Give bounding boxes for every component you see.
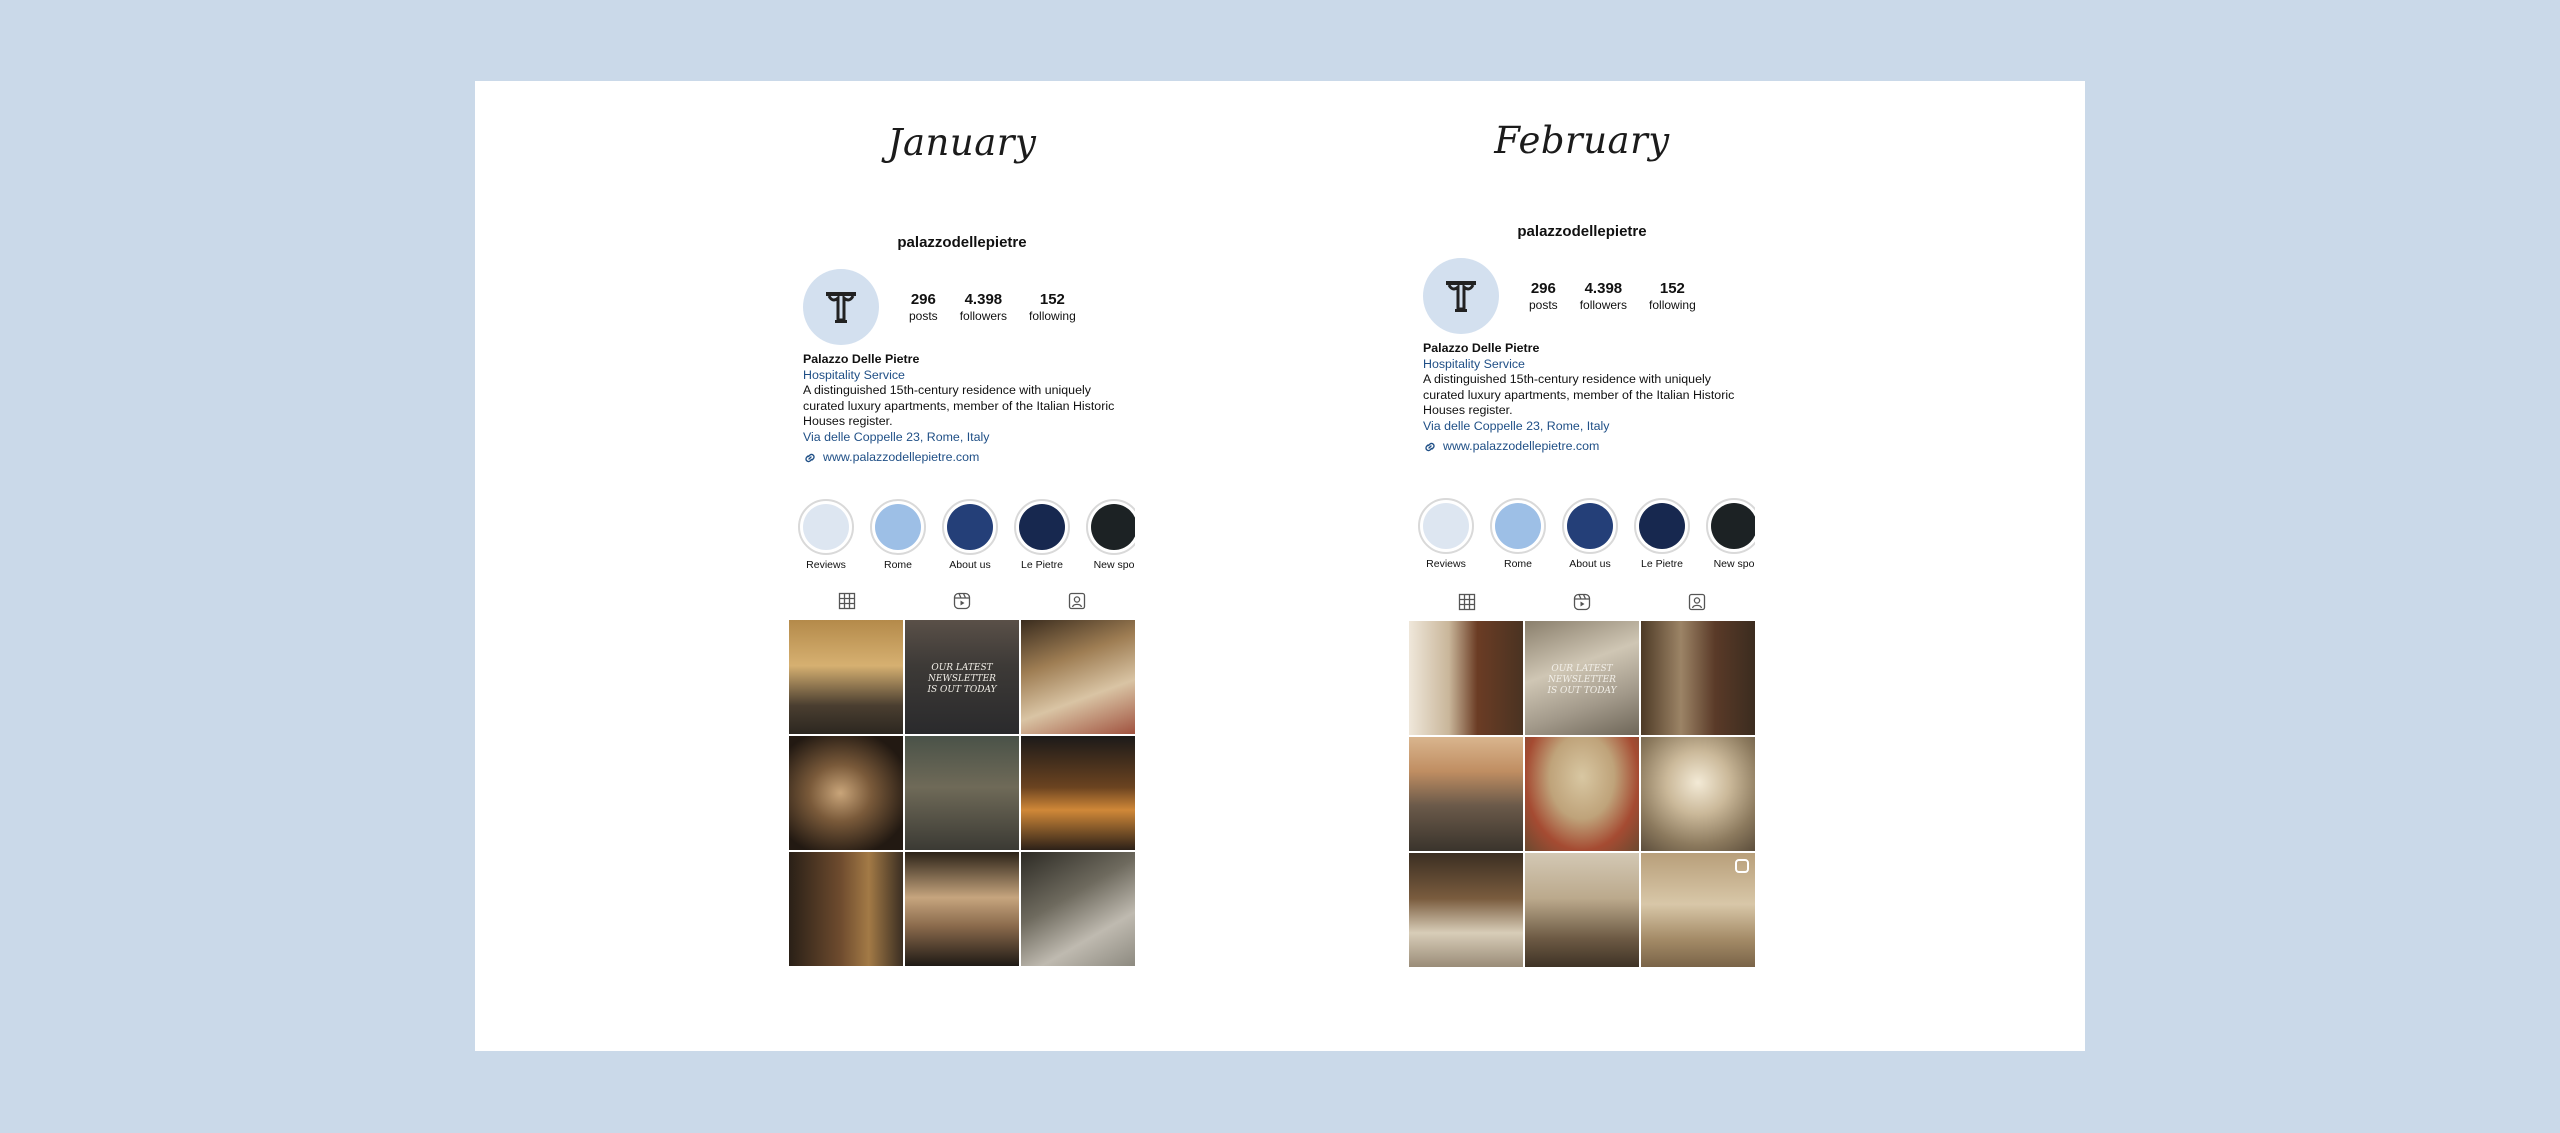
- tile-desk[interactable]: [1525, 853, 1639, 967]
- profile-stats: [1529, 280, 1718, 312]
- highlight-label: New spo: [1713, 558, 1755, 570]
- highlight-ring: [1562, 498, 1618, 554]
- link-icon: [1423, 440, 1437, 454]
- stat-followers[interactable]: [1580, 280, 1627, 312]
- stat-number: 296: [910, 291, 936, 308]
- tab-tagged[interactable]: [1639, 588, 1754, 616]
- profile-bio-block: [1423, 341, 1743, 455]
- highlight-cover: [1091, 504, 1135, 550]
- highlight-rome[interactable]: [869, 499, 927, 571]
- tile-marble[interactable]: [1021, 852, 1135, 966]
- highlight-ring: [1490, 498, 1546, 554]
- stat-following[interactable]: [1649, 280, 1696, 312]
- tile-street-night[interactable]: [1021, 736, 1135, 850]
- highlight-cover: [875, 504, 921, 550]
- tile-living-room[interactable]: [1409, 853, 1523, 967]
- highlight-rome[interactable]: [1489, 498, 1547, 570]
- highlight-cover: [1639, 503, 1685, 549]
- tile-newsletter[interactable]: [905, 620, 1019, 734]
- moodboard-sheet: [475, 81, 2085, 1051]
- stat-label: following: [1649, 298, 1696, 312]
- highlight-ring: [1014, 499, 1070, 555]
- reel-badge-icon: [1735, 859, 1749, 873]
- avatar[interactable]: [1423, 258, 1499, 334]
- posts-grid: [789, 620, 1135, 966]
- highlight-cover: [1423, 503, 1469, 549]
- tile-car-newsletter[interactable]: [1525, 621, 1639, 735]
- stat-label: followers: [1579, 298, 1628, 312]
- tab-reels[interactable]: [1524, 588, 1639, 616]
- highlight-ring: [942, 499, 998, 555]
- highlight-label: Reviews: [806, 559, 846, 571]
- highlight-cover: [1567, 503, 1613, 549]
- highlight-reviews[interactable]: [1417, 498, 1475, 570]
- profile-tabs: [1409, 588, 1755, 616]
- highlight-new-spo[interactable]: [1085, 499, 1135, 571]
- highlight-ring: [798, 499, 854, 555]
- profile-address[interactable]: Via delle Coppelle 23, Rome, Italy: [803, 429, 990, 444]
- tagged-icon: [1068, 592, 1086, 610]
- tile-pillows[interactable]: [1525, 737, 1639, 851]
- highlight-label: Reviews: [1426, 558, 1466, 570]
- highlight-cover: [947, 504, 993, 550]
- stat-number: 296: [1530, 280, 1556, 297]
- profile-username[interactable]: palazzodellepietre: [897, 234, 1027, 251]
- tile-overlay-text: OUR LATEST NEWSLETTER IS OUT TODAY: [927, 663, 997, 696]
- stat-number: 4.398: [1584, 280, 1623, 297]
- highlight-label: About us: [1569, 558, 1611, 570]
- reels-icon: [1573, 593, 1591, 611]
- month-title: February: [1494, 119, 1670, 162]
- story-highlights: [1417, 498, 1755, 573]
- tile-spiral-stairs[interactable]: [1641, 737, 1755, 851]
- highlight-reviews[interactable]: [797, 499, 855, 571]
- tagged-icon: [1688, 593, 1706, 611]
- story-highlights: [797, 499, 1135, 574]
- palazzo-logo-icon: [820, 286, 862, 328]
- avatar[interactable]: [803, 269, 879, 345]
- highlight-label: Le Pietre: [1640, 558, 1684, 570]
- reels-icon: [953, 592, 971, 610]
- stat-followers[interactable]: [960, 291, 1007, 323]
- profile-category[interactable]: Hospitality Service: [803, 367, 905, 382]
- stat-number: 4.398: [964, 291, 1003, 308]
- highlight-label: Rome: [883, 559, 912, 571]
- highlight-ring: [1706, 498, 1755, 554]
- posts-grid: [1409, 621, 1755, 967]
- month-title: January: [887, 121, 1037, 164]
- highlight-cover: [1711, 503, 1755, 549]
- highlight-ring: [1418, 498, 1474, 554]
- profile-name: Palazzo Delle Pietre: [1423, 341, 1540, 355]
- highlight-about-us[interactable]: [941, 499, 999, 571]
- highlight-about-us[interactable]: [1561, 498, 1619, 570]
- tab-tagged[interactable]: [1019, 587, 1134, 615]
- highlight-label: Le Pietre: [1020, 559, 1064, 571]
- highlight-cover: [803, 504, 849, 550]
- tile-table[interactable]: [905, 736, 1019, 850]
- stat-number: 152: [1039, 291, 1065, 308]
- palazzo-logo-icon: [1440, 275, 1482, 317]
- stat-posts[interactable]: [909, 291, 938, 323]
- stat-following[interactable]: [1029, 291, 1076, 323]
- stat-label: posts: [909, 309, 938, 323]
- profile-bio-text: A distinguished 15th-century residence with uniquely curated luxury apartments, member of the Italian Historic Houses register.: [1423, 372, 1735, 417]
- tile-painting[interactable]: [789, 736, 903, 850]
- highlight-label: Rome: [1503, 558, 1532, 570]
- profile-bio-block: [803, 352, 1123, 466]
- tile-dining[interactable]: [905, 852, 1019, 966]
- highlight-cover: [1495, 503, 1541, 549]
- tile-bedroom[interactable]: [1021, 620, 1135, 734]
- highlight-ring: [870, 499, 926, 555]
- grid-icon: [1458, 593, 1476, 611]
- profile-website-link[interactable]: www.palazzodellepietre.com: [1443, 439, 1600, 453]
- tab-posts[interactable]: [1409, 588, 1524, 616]
- highlight-le-pietre[interactable]: [1633, 498, 1691, 570]
- tile-rome-sunset[interactable]: [1409, 737, 1523, 851]
- highlight-ring: [1086, 499, 1135, 555]
- profile-stats: [909, 291, 1098, 323]
- tile-door[interactable]: [789, 852, 903, 966]
- stat-posts[interactable]: [1529, 280, 1558, 312]
- profile-tabs: [789, 587, 1135, 615]
- highlight-label: About us: [949, 559, 991, 571]
- tile-doorway[interactable]: [1641, 621, 1755, 735]
- profile-address[interactable]: Via delle Coppelle 23, Rome, Italy: [1423, 418, 1610, 433]
- highlight-label: New spo: [1093, 559, 1135, 571]
- profile-website-link[interactable]: www.palazzodellepietre.com: [823, 450, 980, 464]
- stat-number: 152: [1659, 280, 1685, 297]
- tile-hallway[interactable]: [789, 620, 903, 734]
- tab-posts[interactable]: [789, 587, 904, 615]
- tile-sculpture-reel[interactable]: [1641, 853, 1755, 967]
- grid-icon: [838, 592, 856, 610]
- profile-category[interactable]: Hospitality Service: [1423, 356, 1525, 371]
- highlight-cover: [1019, 504, 1065, 550]
- highlight-ring: [1634, 498, 1690, 554]
- profile-username[interactable]: palazzodellepietre: [1517, 223, 1647, 240]
- link-icon: [803, 451, 817, 465]
- stat-label: posts: [1529, 298, 1558, 312]
- stat-label: followers: [959, 309, 1008, 323]
- profile-bio-text: A distinguished 15th-century residence with uniquely curated luxury apartments, member of the Italian Historic Houses register.: [803, 383, 1115, 428]
- highlight-le-pietre[interactable]: [1013, 499, 1071, 571]
- stat-label: following: [1029, 309, 1076, 323]
- highlight-new-spo[interactable]: [1705, 498, 1755, 570]
- profile-name: Palazzo Delle Pietre: [803, 352, 920, 366]
- tab-reels[interactable]: [904, 587, 1019, 615]
- tile-curtain-door[interactable]: [1409, 621, 1523, 735]
- tile-overlay-text: OUR LATEST NEWSLETTER IS OUT TODAY: [1547, 664, 1617, 697]
